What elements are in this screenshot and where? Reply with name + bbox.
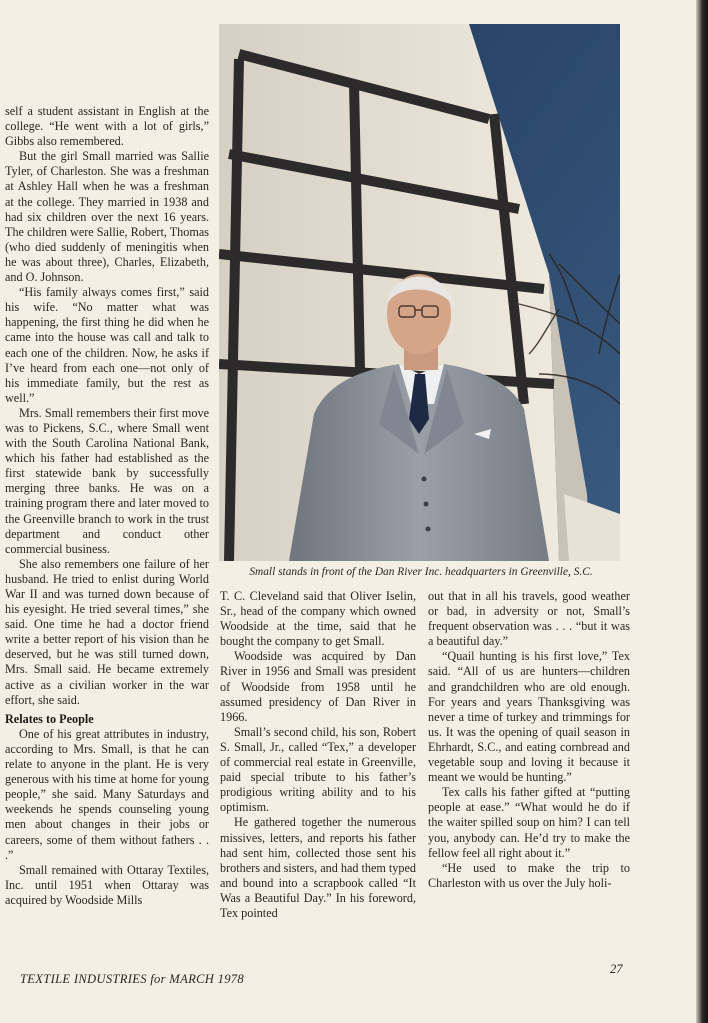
paragraph: Small remained with Ottaray Textiles, Inc. until 1951 when Ottaray was acquired by Woodside Mills [5, 862, 209, 907]
paragraph: out that in all his travels, good weather or bad, in adversity or not, Small’s frequent observation was . . . “but it was a beautiful day.” [428, 589, 630, 649]
paragraph: One of his great attributes in industry, according to Mrs. Small, is that he can relate to anyone in the plant. He is very generous with his time at home for young people,” she said. Many Saturdays and weekends he spends counseling young men about changes in their jobs or careers, some of them without fathers . . .” [5, 726, 209, 862]
publication-footer: TEXTILE INDUSTRIES for MARCH 1978 [20, 972, 244, 986]
paragraph: “Quail hunting is his first love,” Tex said. “All of us are hunters—children and grandchildren who are old enough. For years and years Thanksgiving was never a time of turkey and trimmings for us. It was the opening of quail season in Ehrhardt, S.C., and eating cornbread and vegetable soup and loving it because it meant we would be hunting.” [428, 649, 630, 785]
paragraph: Woodside was acquired by Dan River in 1956 and Small was president of Woodside from 1958 until he assumed presidency of Dan River in 1966. [220, 649, 416, 724]
section-heading: Relates to People [5, 711, 94, 726]
paragraph: He gathered together the numerous missives, letters, and reports his father had sent him, collected those sent his brothers and sisters, and had them typed and bound into a scrapbook called “It Was a Beautiful Day.” In his foreword, Tex pointed [220, 815, 416, 920]
paragraph: She also remembers one failure of her husband. He tried to enlist during World War II and was turned down because of his eyesight. He tried several times,” she said. One time he had a doctor friend write a better report of his vision than he deserved, but he was still turned down, Mrs. Small said. He became extremely active as a civilian worker in the war effort, she said. [5, 556, 209, 707]
paragraph: “His family always comes first,” said his wife. “No matter what was happening, the first thing he did when he came into the house was call and talk to each one of the children. Now, he asks if I’ve heard from each one—not only of his immediate family, but the rest as well.” [5, 285, 209, 405]
page-binding-edge [696, 0, 708, 1023]
paragraph: “He used to make the trip to Charleston with us over the July holi- [428, 860, 630, 890]
paragraph: Mrs. Small remembers their first move was to Pickens, S.C., where Small went with the South Carolina National Bank, which his father had established as the first statewide bank by successfully merging three banks. He was on a training program there and later moved to the Greenville branch to work in the trust department and conduct other commercial business. [5, 405, 209, 556]
paragraph: But the girl Small married was Sallie Tyler, of Charleston. She was a freshman at Ashley Hall when he was a freshman at the college. They married in 1938 and had six children over the next 16 years. The children were Sallie, Robert, Thomas (who died suddenly of meningitis when he was about three), Charles, Elizabeth, and O. Johnson. [5, 149, 209, 285]
article-column-1 [5, 104, 209, 908]
photo-caption: Small stands in front of the Dan River Inc. headquarters in Greenville, S.C. [249, 566, 593, 578]
article-column-2 [220, 589, 416, 921]
page-number: 27 [610, 962, 623, 976]
article-column-3 [428, 589, 630, 891]
paragraph: Small’s second child, his son, Robert S. Small, Jr., called “Tex,” a developer of commercial real estate in Greenville, paid special tribute to his father’s prodigious writing ability and to his optimism. [220, 724, 416, 815]
photo-illustration [219, 24, 620, 561]
paragraph: self a student assistant in English at the college. “He went with a lot of girls,” Gibbs also remembered. [5, 104, 209, 149]
paragraph: Tex calls his father gifted at “putting people at ease.” “What would he do if the waiter spilled soup on him? I can tell you, anybody can. He’d try to make the fellow feel all right about it.” [428, 785, 630, 860]
paragraph: T. C. Cleveland said that Oliver Iselin, Sr., head of the company which owned Woodside at the time, said that he bought the company to get Small. [220, 589, 416, 649]
portrait-photo [219, 24, 620, 561]
